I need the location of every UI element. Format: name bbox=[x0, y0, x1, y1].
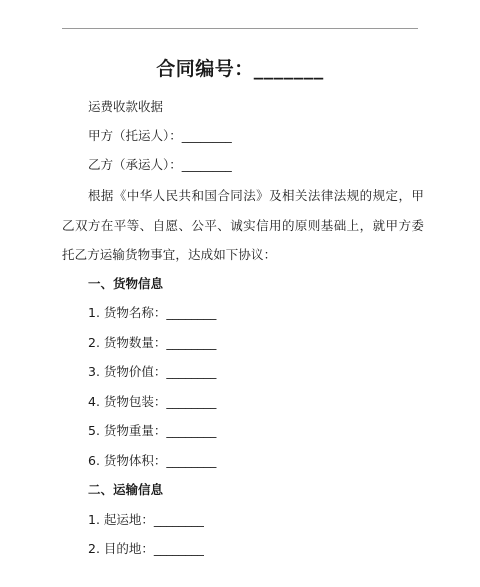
section-goods-heading: 一、货物信息 bbox=[88, 276, 164, 291]
goods-quantity-line: 2. 货物数量：________ bbox=[88, 335, 217, 350]
goods-volume-line: 6. 货物体积：________ bbox=[88, 453, 217, 468]
goods-value-line: 3. 货物价值：________ bbox=[88, 364, 217, 379]
origin-line: 1. 起运地：________ bbox=[88, 512, 204, 527]
goods-packaging-line: 4. 货物包装：________ bbox=[88, 394, 217, 409]
party-a-line: 甲方（托运人）：________ bbox=[88, 128, 232, 143]
goods-name-line: 1. 货物名称：________ bbox=[88, 305, 217, 320]
goods-weight-line: 5. 货物重量：________ bbox=[88, 423, 217, 438]
party-b-line: 乙方（承运人）：________ bbox=[88, 157, 232, 172]
receipt-subtitle: 运费收款收据 bbox=[88, 99, 164, 114]
section-transport-heading: 二、运输信息 bbox=[88, 482, 164, 497]
intro-paragraph: 根据《中华人民共和国合同法》及相关法律法规的规定，甲乙双方在平等、自愿、公平、诚实信用的原则基础上，就甲方委托乙方运输货物事宜，达成如下协议： bbox=[62, 188, 424, 262]
contract-number-title: 合同编号：_______ bbox=[156, 58, 324, 80]
destination-line: 2. 目的地：________ bbox=[88, 541, 204, 556]
top-divider bbox=[62, 28, 418, 29]
